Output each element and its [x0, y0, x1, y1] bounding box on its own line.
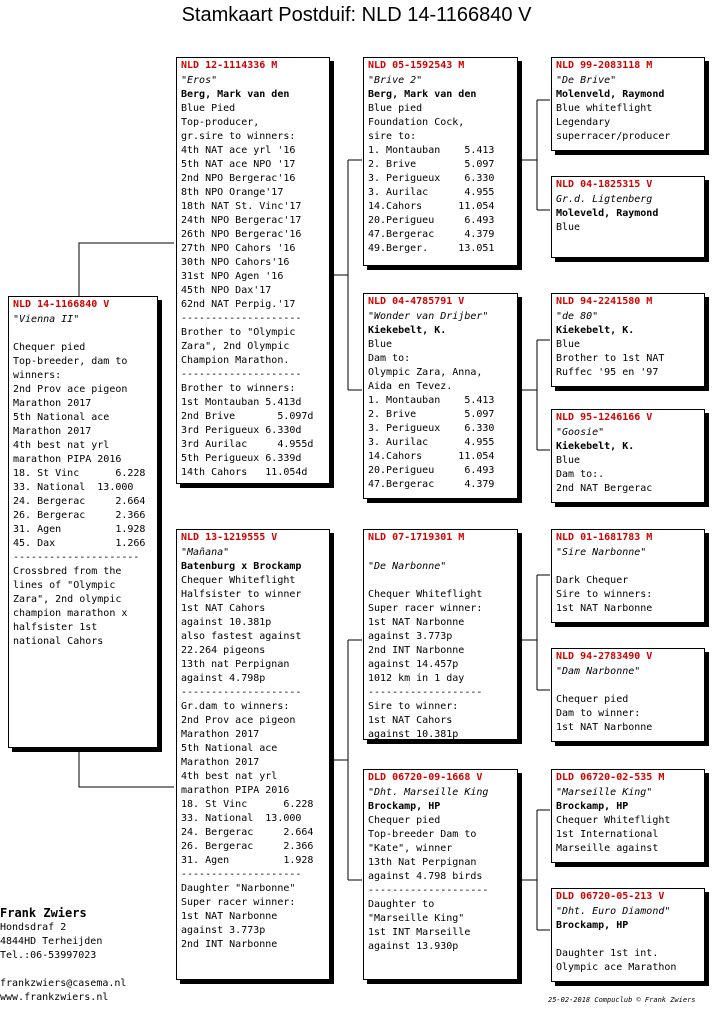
card-line: 2nd NAT Bergerac	[556, 483, 653, 494]
card-line: --------------------	[181, 369, 302, 380]
card-line: Chequer Whiteflight	[368, 589, 483, 600]
card-line: gr.sire to winners:	[181, 131, 296, 142]
card-line: 18th NAT St. Vinc'17	[181, 201, 302, 212]
card-line: 26. Bergerac 2.366	[181, 841, 314, 852]
card-line: Dam to:.	[556, 469, 605, 480]
card-line: 14.Cahors 11.054	[368, 451, 495, 462]
card-line: marathon PIPA 2016	[13, 454, 122, 465]
card-line: marathon PIPA 2016	[181, 785, 290, 796]
card-body	[552, 191, 704, 235]
ring-number: NLD 05-1592543 M	[368, 60, 465, 71]
card-line: against 10.381p	[181, 617, 272, 628]
pigeon-name: "Dam Narbonne"	[556, 666, 641, 677]
card-line: Blue	[556, 222, 581, 233]
card-line	[556, 933, 700, 947]
card-line: Brother to 1st NAT	[556, 353, 665, 364]
card-line: 2nd INT Narbonne	[181, 939, 278, 950]
owner-email[interactable]: frankzwiers@casema.nl	[0, 978, 127, 989]
card-line	[556, 679, 700, 693]
pedigree-card-sds	[551, 293, 705, 387]
card-line: 1st INT Marseille	[368, 927, 471, 938]
card-line: Chequer Whiteflight	[556, 815, 671, 826]
card-line: Blue	[556, 455, 581, 466]
pedigree-card-ddd	[551, 888, 705, 982]
page-title: Stamkaart Postduif: NLD 14-1166840 V	[181, 4, 532, 26]
card-line: 1st NAT Narbonne	[556, 722, 653, 733]
card-line: 1st NAT Narbonne	[368, 617, 465, 628]
card-line: 24. Bergerac 2.664	[13, 496, 146, 507]
pigeon-name: "De Brive"	[556, 75, 617, 86]
pedigree-card-dsd	[551, 648, 705, 742]
ring-number: DLD 06720-02-535 M	[556, 772, 665, 783]
pedigree-card-dam	[176, 529, 330, 980]
card-line: 2nd Prov ace pigeon	[13, 384, 128, 395]
card-line: halfsister 1st	[13, 622, 98, 633]
card-line: 3. Aurilac 4.955	[368, 187, 495, 198]
ring-number: DLD 06720-05-213 V	[556, 891, 665, 902]
owner-contact-block	[0, 905, 126, 1005]
card-line: ---------------------	[13, 552, 140, 563]
card-body	[552, 784, 704, 856]
card-line: Marathon 2017	[181, 757, 260, 768]
card-line: Olympic ace Marathon	[556, 962, 677, 973]
breeder-name: Molenveld, Raymond	[556, 89, 665, 100]
card-line: Sire to winners:	[556, 589, 653, 600]
card-line	[556, 560, 700, 574]
card-line: 14.Cahors 11.054	[368, 201, 495, 212]
card-line: Zara", 2nd Olympic	[181, 341, 290, 352]
card-line: champion marathon x	[13, 608, 128, 619]
card-line: 1012 km in 1 day	[368, 673, 465, 684]
card-line: --------------------	[181, 313, 302, 324]
breeder-name: Kiekebelt, K.	[556, 325, 635, 336]
card-line: Daughter to	[368, 899, 435, 910]
card-line: 33. National 13.000	[13, 482, 134, 493]
card-line: --------------------	[181, 869, 302, 880]
card-body	[552, 544, 704, 616]
card-line: 1st NAT Cahors	[181, 603, 266, 614]
card-line: 49.Berger. 13.051	[368, 243, 495, 254]
pigeon-name: "Vienna II"	[13, 314, 80, 325]
card-line: 3. Perigueux 6.330	[368, 423, 495, 434]
card-line: against 3.773p	[368, 631, 453, 642]
footer-credit: 25-02-2018 Compuclub © Frank Zwiers	[548, 996, 696, 1004]
card-body	[9, 311, 157, 649]
card-line: 1st NAT Cahors	[368, 715, 453, 726]
pigeon-name: "Dht. Marseille King	[368, 787, 489, 798]
card-line: Aida en Tevez.	[368, 381, 453, 392]
card-line: Chequer pied	[368, 815, 441, 826]
card-line: 1st NAT Narbonne	[556, 603, 653, 614]
card-body	[552, 72, 704, 144]
card-line: against 4.798p	[181, 673, 266, 684]
card-line: against 3.773p	[181, 925, 266, 936]
card-line: sire to:	[368, 131, 417, 142]
pigeon-name: "Eros"	[181, 75, 218, 86]
card-line: Chequer Whiteflight	[181, 575, 296, 586]
ring-number: NLD 04-1825315 V	[556, 179, 653, 190]
card-line: against 14.457p	[368, 659, 459, 670]
breeder-name: Brockamp, HP	[556, 920, 629, 931]
card-line: 4th best nat yrl	[13, 440, 110, 451]
card-body	[364, 544, 517, 742]
ring-number: NLD 94-2783490 V	[556, 651, 653, 662]
card-line: Chequer pied	[556, 694, 629, 705]
card-line: Daughter 1st int.	[556, 948, 659, 959]
card-line: Crossbred from the	[13, 566, 122, 577]
card-line: 24. Bergerac 2.664	[181, 827, 314, 838]
card-line: 22.264 pigeons	[181, 645, 266, 656]
card-line: --------------------	[368, 885, 489, 896]
card-line: Olympic Zara, Anna,	[368, 367, 483, 378]
ring-number: NLD 95-1246166 V	[556, 412, 653, 423]
card-line: Legendary	[556, 117, 611, 128]
card-line: 2. Brive 5.097	[368, 409, 495, 420]
card-line: 2nd Prov ace pigeon	[181, 715, 296, 726]
card-line: 3. Aurilac 4.955	[368, 437, 495, 448]
card-line: 8th NPO Orange'17	[181, 187, 284, 198]
card-body	[552, 903, 704, 975]
card-body	[552, 308, 704, 380]
breeder-name: Kiekebelt, K.	[556, 441, 635, 452]
card-line: 5th Perigueux 6.339d	[181, 453, 302, 464]
pedigree-card-dds	[551, 769, 705, 863]
card-line: against 13.930p	[368, 941, 459, 952]
card-line: 4th NAT ace yrl '16	[181, 145, 296, 156]
ring-number: DLD 06720-09-1668 V	[368, 772, 483, 783]
pigeon-name: "Dht. Euro Diamond"	[556, 906, 671, 917]
card-line: "De Narbonne"	[368, 561, 447, 572]
card-line: 5th NAT ace NPO '17	[181, 159, 296, 170]
owner-name: Frank Zwiers	[0, 906, 87, 920]
card-line: 26th NPO Bergerac'16	[181, 229, 302, 240]
card-line: Blue pied	[368, 103, 423, 114]
pedigree-card-dd	[363, 769, 518, 980]
card-line: 47.Bergerac 4.379	[368, 229, 495, 240]
card-line: 5th National ace	[181, 743, 278, 754]
card-line: 2nd Brive 5.097d	[181, 411, 314, 422]
pedigree-card-ds	[363, 529, 518, 740]
pedigree-card-ss	[363, 57, 518, 266]
card-line: Chequer pied	[13, 342, 86, 353]
card-line: Ruffec '95 en '97	[556, 367, 659, 378]
card-line: national Cahors	[13, 636, 104, 647]
card-line: Halfsister to winner	[181, 589, 302, 600]
card-line: Marseille against	[556, 843, 659, 854]
card-line: 18. St Vinc 6.228	[13, 468, 146, 479]
card-line: Blue	[368, 339, 393, 350]
card-line: 1st Montauban 5.413d	[181, 397, 302, 408]
card-line: 13th Nat Perpignan	[368, 857, 477, 868]
breeder-name: Berg, Mark van den	[368, 89, 477, 100]
ring-number: NLD 13-1219555 V	[181, 532, 278, 543]
card-line: lines of "Olympic	[13, 580, 116, 591]
card-line: Top-producer,	[181, 117, 260, 128]
card-body	[177, 544, 329, 952]
card-line: Champion Marathon.	[181, 355, 290, 366]
owner-website[interactable]: www.frankzwiers.nl	[0, 992, 109, 1003]
card-line: winners:	[13, 370, 62, 381]
pedigree-card-dss	[551, 529, 705, 623]
card-line: 1st NAT Narbonne	[181, 911, 278, 922]
ring-number: NLD 07-1719301 M	[368, 532, 465, 543]
ring-number: NLD 04-4785791 V	[368, 296, 465, 307]
card-line: 45th NPO Dax'17	[181, 285, 272, 296]
card-line: 4th best nat yrl	[181, 771, 278, 782]
card-line: -------------------	[368, 687, 483, 698]
card-line: Brother to winners:	[181, 383, 296, 394]
card-line: 26. Bergerac 2.366	[13, 510, 146, 521]
ring-number: NLD 94-2241580 M	[556, 296, 653, 307]
breeder-name: Kiekebelt, K.	[368, 325, 447, 336]
card-line: 45. Dax 1.266	[13, 538, 146, 549]
pigeon-name: "Goosie"	[556, 427, 605, 438]
card-line: Dam to winner:	[556, 708, 641, 719]
card-line: "Kate", winner	[368, 843, 453, 854]
card-line	[368, 546, 513, 560]
card-line	[368, 574, 513, 588]
pigeon-name: "Mañana"	[181, 547, 230, 558]
card-line: 33. National 13.000	[181, 813, 302, 824]
card-line: Blue whiteflight	[556, 103, 653, 114]
card-line: "Marseille King"	[368, 913, 465, 924]
card-line: superracer/producer	[556, 131, 671, 142]
card-line: 31. Agen 1.928	[13, 524, 146, 535]
pedigree-card-ssd	[551, 176, 705, 258]
card-line: Marathon 2017	[13, 426, 92, 437]
ring-number: NLD 01-1681783 M	[556, 532, 653, 543]
card-line: 20.Perigueu 6.493	[368, 215, 495, 226]
card-line: Marathon 2017	[13, 398, 92, 409]
card-line: Top-breeder Dam to	[368, 829, 477, 840]
pedigree-card-sd	[363, 293, 518, 499]
pedigree-card-subject	[8, 296, 158, 748]
card-line: 31st NPO Agen '16	[181, 271, 284, 282]
card-line: 30th NPO Cahors'16	[181, 257, 290, 268]
card-line: 5th National ace	[13, 412, 110, 423]
pedigree-card-sss	[551, 57, 705, 151]
breeder-name: Moleveld, Raymond	[556, 208, 659, 219]
pedigree-card-sire	[176, 57, 330, 484]
card-body	[552, 424, 704, 496]
ring-number: NLD 12-1114336 M	[181, 60, 278, 71]
card-line: Blue	[556, 339, 581, 350]
card-line: 24th NPO Bergerac'17	[181, 215, 302, 226]
pigeon-name: "Sire Narbonne"	[556, 547, 647, 558]
card-line: 3rd Perigueux 6.330d	[181, 425, 302, 436]
card-body	[177, 72, 329, 480]
card-line: Zara", 2nd olympic	[13, 594, 122, 605]
card-line: 2nd NPO Bergerac'16	[181, 173, 296, 184]
card-line: 2nd INT Narbonne	[368, 645, 465, 656]
breeder-name: Batenburg x Brockamp	[181, 561, 302, 572]
card-line: Super racer winner:	[368, 603, 483, 614]
card-body	[364, 308, 517, 492]
card-line: also fastest against	[181, 631, 302, 642]
card-body	[552, 663, 704, 735]
breeder-name: Brockamp, HP	[556, 801, 629, 812]
owner-phone: Tel.:06-53997023	[0, 950, 97, 961]
card-line: 20.Perigueu 6.493	[368, 465, 495, 476]
card-line: 1. Montauban 5.413	[368, 145, 495, 156]
pigeon-name: "Brive 2"	[368, 75, 423, 86]
pigeon-name: "de 80"	[556, 311, 599, 322]
pigeon-name: "Marseille King"	[556, 787, 653, 798]
card-line: 31. Agen 1.928	[181, 855, 314, 866]
owner-street: Hondsdraf 2	[0, 922, 67, 933]
pigeon-name: Gr.d. Ligtenberg	[556, 194, 653, 205]
card-line: Marathon 2017	[181, 729, 260, 740]
card-body	[364, 72, 517, 256]
card-line: Dam to:	[368, 353, 411, 364]
owner-city: 4844HD Terheijden	[0, 936, 103, 947]
card-line: 18. St Vinc 6.228	[181, 799, 314, 810]
ring-number: NLD 99-2083118 M	[556, 60, 653, 71]
card-line: --------------------	[181, 687, 302, 698]
card-line: Gr.dam to winners:	[181, 701, 290, 712]
card-line: 14th Cahors 11.054d	[181, 467, 308, 478]
card-line: Blue Pied	[181, 103, 236, 114]
breeder-name: Brockamp, HP	[368, 801, 441, 812]
card-line: 1st International	[556, 829, 659, 840]
card-line: 3rd Aurilac 4.955d	[181, 439, 314, 450]
card-line	[13, 327, 153, 341]
card-line: 3. Perigueux 6.330	[368, 173, 495, 184]
card-line: 62nd NAT Perpig.'17	[181, 299, 296, 310]
card-line: Sire to winner:	[368, 701, 459, 712]
card-line: Super racer winner:	[181, 897, 296, 908]
card-line: Top-breeder, dam to	[13, 356, 128, 367]
ring-number: NLD 14-1166840 V	[13, 299, 110, 310]
pigeon-name: "Wonder van Drijber"	[368, 311, 489, 322]
card-line: Brother to "Olympic	[181, 327, 296, 338]
card-line: Dark Chequer	[556, 575, 629, 586]
card-line: Foundation Cock,	[368, 117, 465, 128]
card-body	[364, 784, 517, 954]
card-line: against 10.381p	[368, 729, 459, 740]
card-line: 27th NPO Cahors '16	[181, 243, 296, 254]
card-line: 47.Bergerac 4.379	[368, 479, 495, 490]
card-line: 2. Brive 5.097	[368, 159, 495, 170]
card-line: 13th nat Perpignan	[181, 659, 290, 670]
card-line: Daughter "Narbonne"	[181, 883, 296, 894]
card-line: 1. Montauban 5.413	[368, 395, 495, 406]
pedigree-card-sdd	[551, 409, 705, 503]
card-line: against 4.798 birds	[368, 871, 483, 882]
breeder-name: Berg, Mark van den	[181, 89, 290, 100]
